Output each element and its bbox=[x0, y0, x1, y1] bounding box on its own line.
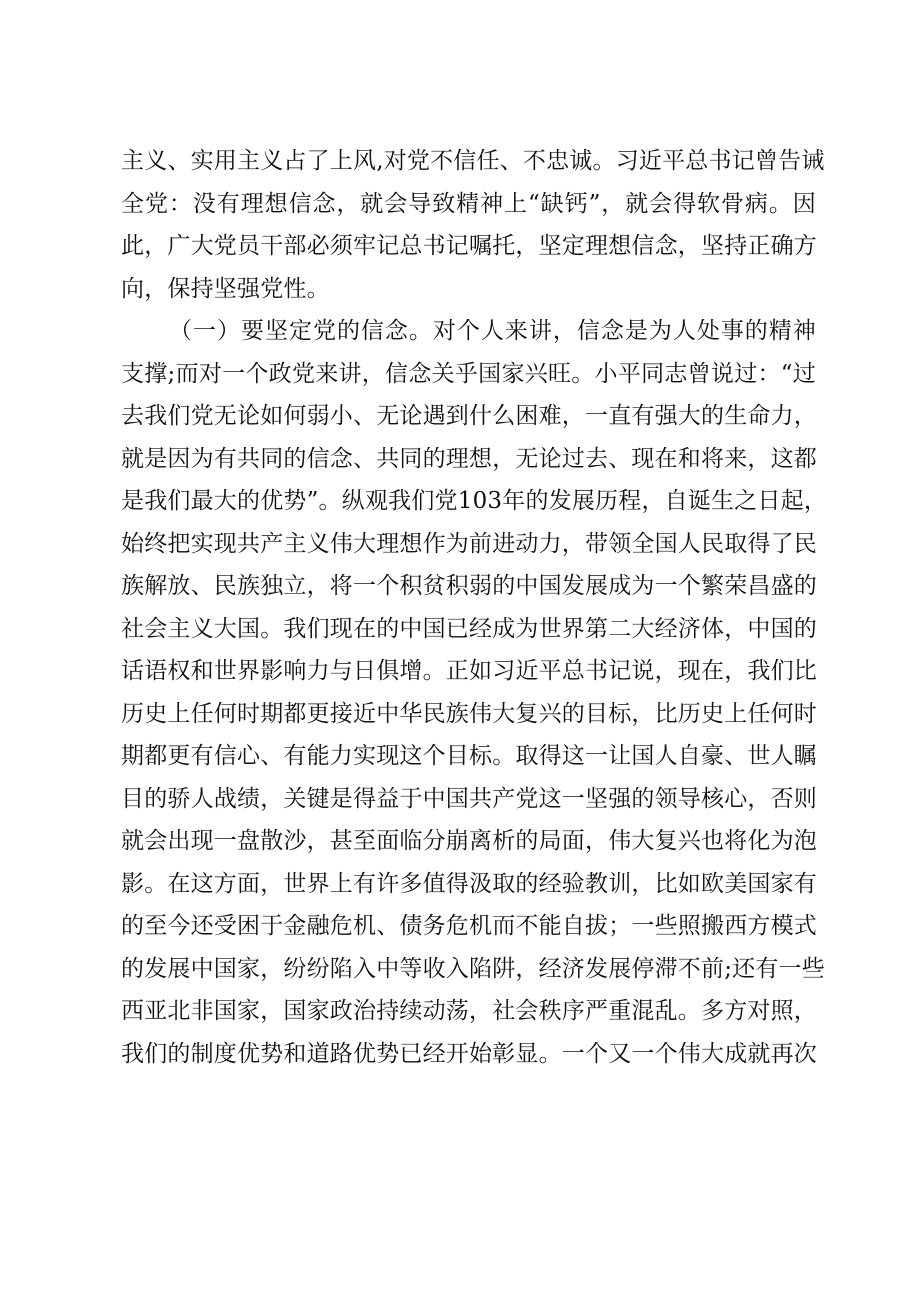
text-line: 向，保持坚强党性。 bbox=[121, 275, 330, 302]
text-line: 始终把实现共产主义伟大理想作为前进动力，带领全国人民取得了民 bbox=[121, 530, 817, 557]
text-line: 此，广大党员干部必须牢记总书记嘱托，坚定理想信念，坚持正确方 bbox=[121, 233, 817, 259]
text-line: 西亚北非国家，国家政治持续动荡，社会秩序严重混乱。多方对照， bbox=[121, 998, 817, 1024]
text-line: 我们的制度优势和道路优势已经开始彰显。一个又一个伟大成就再次 bbox=[121, 1040, 817, 1067]
text-line: 主义、实用主义占了上风,对党不信任、不忠诚。习近平总书记曾告诫 bbox=[121, 148, 825, 174]
text-line: 就是因为有共同的信念、共同的理想，无论过去、现在和将来，这都 bbox=[121, 445, 817, 472]
text-line: 全党：没有理想信念，就会导致精神上“缺钙”，就会得软骨病。因 bbox=[121, 190, 816, 217]
text-line: 族解放、民族独立，将一个积贫积弱的中国发展成为一个繁荣昌盛的 bbox=[121, 573, 817, 599]
body-text bbox=[121, 140, 828, 1075]
text-line: 影。在这方面，世界上有许多值得汲取的经验教训，比如欧美国家有 bbox=[121, 870, 817, 897]
text-line: 的至今还受困于金融危机、债务危机而不能自拔；一些照搬西方模式 bbox=[121, 913, 817, 939]
text-line: 话语权和世界影响力与日俱增。正如习近平总书记说，现在，我们比 bbox=[121, 658, 817, 684]
text-line: 社会主义大国。我们现在的中国已经成为世界第二大经济体，中国的 bbox=[121, 615, 817, 642]
text-line: 是我们最大的优势”。纵观我们党103年的发展历程，自诞生之日起， bbox=[121, 488, 828, 514]
text-line: 目的骄人战绩，关键是得益于中国共产党这一坚强的领导核心，否则 bbox=[121, 785, 817, 812]
text-line: 去我们党无论如何弱小、无论遇到什么困难，一直有强大的生命力， bbox=[121, 403, 817, 429]
text-line: 支撑;而对一个政党来讲，信念关乎国家兴旺。小平同志曾说过：“过 bbox=[121, 360, 816, 387]
text-line: （一）要坚定党的信念。对个人来讲，信念是为人处事的精神 bbox=[169, 318, 816, 344]
text-line: 期都更有信心、有能力实现这个目标。取得这一让国人自豪、世人瞩 bbox=[121, 743, 817, 769]
text-line: 就会出现一盘散沙，甚至面临分崩离析的局面，伟大复兴也将化为泡 bbox=[121, 828, 817, 854]
text-line: 历史上任何时期都更接近中华民族伟大复兴的目标，比历史上任何时 bbox=[121, 700, 817, 727]
text-line: 的发展中国家，纷纷陷入中等收入陷阱，经济发展停滞不前;还有一些 bbox=[121, 955, 825, 982]
